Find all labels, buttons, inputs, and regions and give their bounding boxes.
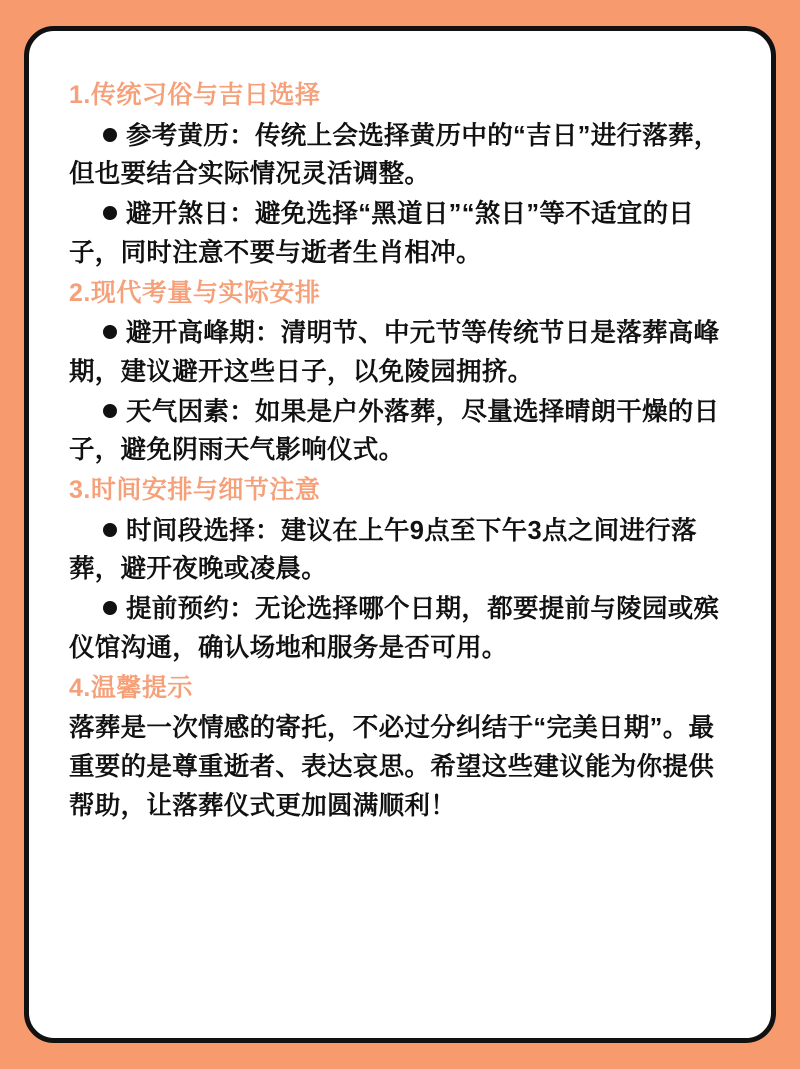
section-title: 2.现代考量与实际安排 xyxy=(69,278,321,307)
section-title: 3.时间安排与细节注意 xyxy=(69,476,321,504)
bullet-dot-icon xyxy=(103,601,117,615)
section-traditional-customs xyxy=(69,77,731,273)
bullet-dot-icon xyxy=(103,128,117,142)
section-title: 1.传统习俗与吉日选择 xyxy=(69,81,321,109)
bullet-dot-icon xyxy=(103,523,117,537)
bullet-text: 参考黄历：传统上会选择黄历中的“吉日”进行落葬，但也要结合实际情况灵活调整。 xyxy=(69,121,720,189)
bullet-item xyxy=(69,117,731,195)
bullet-dot-icon xyxy=(103,404,117,418)
content-card xyxy=(24,26,776,1043)
bullet-text: 天气因素：如果是户外落葬，尽量选择晴朗干燥的日子，避免阴雨天气影响仪式。 xyxy=(69,397,720,465)
bullet-dot-icon xyxy=(103,325,117,339)
bullet-item xyxy=(69,314,731,392)
bullet-item xyxy=(69,393,731,471)
bullet-item xyxy=(69,590,731,668)
section-title: 4.温馨提示 xyxy=(69,673,193,702)
bullet-text: 避开高峰期：清明节、中元节等传统节日是落葬高峰期，建议避开这些日子，以免陵园拥挤。 xyxy=(69,319,720,386)
bullet-text: 避开煞日：避免选择“黑道日”“煞日”等不适宜的日子，同时注意不要与逝者生肖相冲。 xyxy=(69,200,695,267)
bullet-text: 时间段选择：建议在上午9点至下午3点之间进行落葬，避开夜晚或凌晨。 xyxy=(69,516,697,584)
bullet-dot-icon xyxy=(103,206,117,220)
bullet-item xyxy=(69,512,731,590)
section-modern-considerations xyxy=(69,275,731,471)
bullet-text: 提前预约：无论选择哪个日期，都要提前与陵园或殡仪馆沟通，确认场地和服务是否可用。 xyxy=(69,595,720,662)
section-warm-reminder xyxy=(69,670,731,826)
section-time-arrangement xyxy=(69,472,731,668)
bullet-item xyxy=(69,195,731,273)
section-paragraph: 落葬是一次情感的寄托，不必过分纠结于“完美日期”。最重要的是尊重逝者、表达哀思。希望这些建议能为你提供帮助，让落葬仪式更加圆满顺利！ xyxy=(69,714,715,820)
